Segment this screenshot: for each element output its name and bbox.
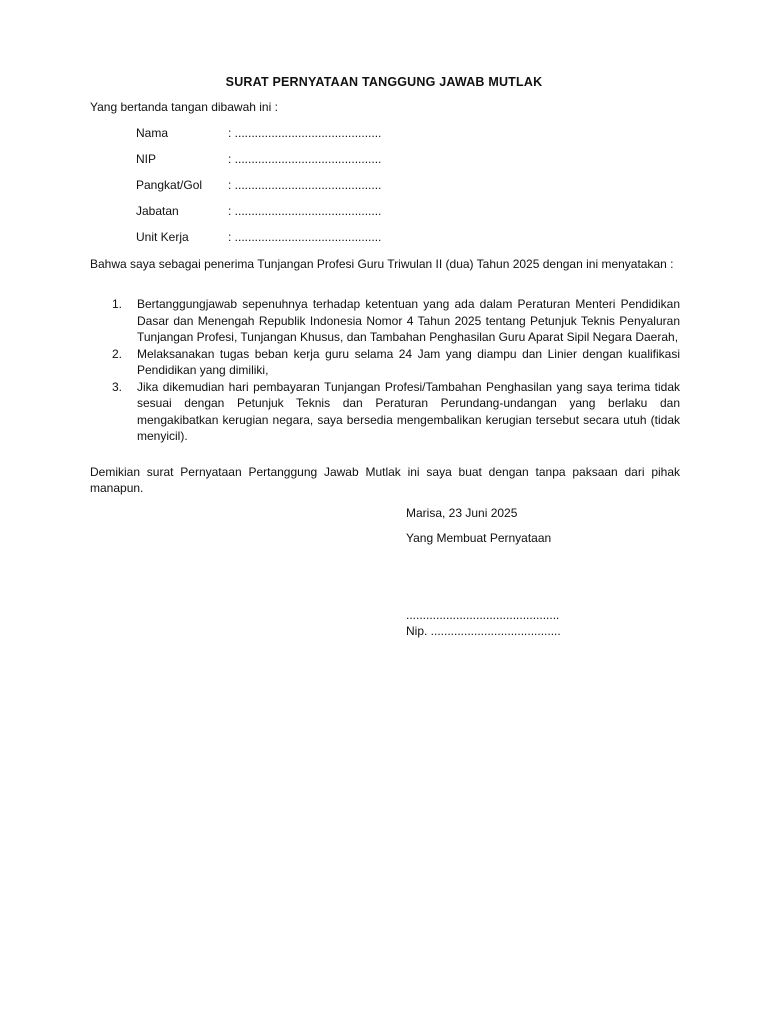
closing-paragraph: Demikian surat Pernyataan Pertanggung Jawab Mutlak ini saya buat dengan tanpa paksaan dari pihak manapun. (90, 465, 680, 495)
field-nama (136, 126, 436, 142)
field-value: : ............................................ (228, 204, 382, 218)
signature-name-line: .............................................. (406, 608, 560, 622)
field-value: : ............................................ (228, 178, 382, 192)
field-label: Jabatan (136, 204, 179, 218)
signature-nip-line: Nip. ....................................... (406, 624, 561, 638)
field-value: : ............................................ (228, 230, 382, 244)
field-label: NIP (136, 152, 157, 166)
list-text: Melaksanakan tugas beban kerja guru selama 24 Jam yang diampu dan Linier dengan kualifikasi Pendidikan yang dimiliki, (137, 346, 680, 377)
signature-role: Yang Membuat Pernyataan (406, 531, 552, 545)
list-item (90, 379, 680, 445)
statement-list (90, 296, 680, 445)
list-text: Bertanggungjawab sepenuhnya terhadap ketentuan yang ada dalam Peraturan Menteri Pendidikan Dasar dan Menengah Republik Indonesia Nomor 4 Tahun 2025 tentang Petunjuk Teknis Penyaluran Tunjangan Profesi, Tunjangan Khusus, dan Tambahan Penghasilan Guru Aparat Sipil Negara Daerah, (137, 297, 680, 344)
field-label: Unit Kerja (136, 230, 189, 244)
field-label: Pangkat/Gol (136, 178, 203, 192)
field-jabatan (136, 204, 436, 220)
statement-paragraph: Bahwa saya sebagai penerima Tunjangan Profesi Guru Triwulan II (dua) Tahun 2025 dengan ini menyatakan : (90, 257, 674, 271)
list-item (90, 296, 680, 346)
field-pangkat-gol (136, 178, 436, 194)
field-nip (136, 152, 436, 168)
list-number: 2. (112, 346, 123, 361)
intro-text: Yang bertanda tangan dibawah ini : (90, 100, 278, 114)
list-number: 1. (112, 297, 123, 311)
list-text: Jika dikemudian hari pembayaran Tunjangan Profesi/Tambahan Penghasilan yang saya terima tidak sesuai dengan Petunjuk Teknis dan Peraturan Perundang-undangan yang berlaku dan mengakibatkan kerugian negara, saya bersedia mengembalikan kerugian tersebut secara utuh (tidak menyicil). (137, 379, 680, 443)
signature-place-date: Marisa, 23 Juni 2025 (406, 506, 518, 520)
list-number: 3. (112, 379, 123, 394)
list-item (90, 346, 680, 379)
field-unit-kerja (136, 230, 436, 246)
field-label: Nama (136, 126, 169, 140)
document-title: SURAT PERNYATAAN TANGGUNG JAWAB MUTLAK (225, 75, 543, 89)
field-value: : ............................................ (228, 152, 382, 166)
field-value: : ............................................ (228, 126, 382, 140)
